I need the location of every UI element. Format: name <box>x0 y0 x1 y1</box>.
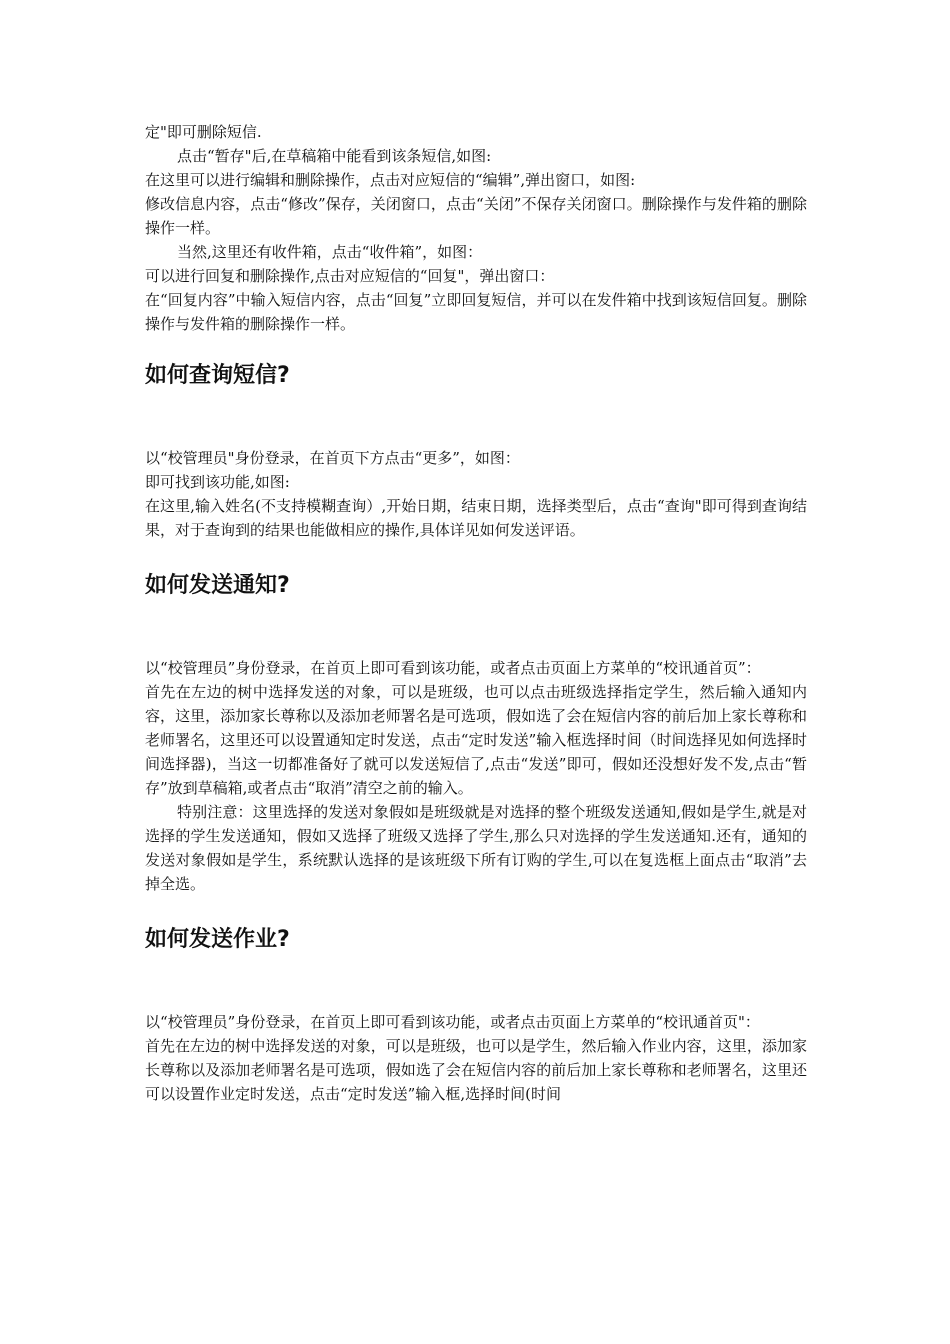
homework-paragraph-1: 以“校管理员”身份登录，在首页上即可看到该功能，或者点击页面上方菜单的“校讯通首页"： <box>145 1013 760 1031</box>
intro-paragraph-1: 定"即可删除短信. <box>145 123 262 141</box>
intro-paragraph-2: 点击“暂存"后,在草稿箱中能看到该条短信,如图: <box>177 147 492 165</box>
section-heading-send-notice: 如何发送通知? <box>145 573 290 598</box>
section-body-send-notice <box>145 656 807 896</box>
notice-paragraph-3: 特别注意：这里选择的发送对象假如是班级就是对选择的整个班级发送通知,假如是学生,就是对选择的学生发送通知，假如又选择了班级又选择了学生,那么只对选择的学生发送通知.还有，通知的发送对象假如是学生，系统默认选择的是该班级下所有订购的学生,可以在复选框上面点击“取消”去掉全选。 <box>145 803 807 893</box>
section-heading-send-homework: 如何发送作业? <box>145 927 290 952</box>
document-body <box>145 120 807 1106</box>
intro-paragraph-7: 在“回复内容”中输入短信内容，点击“回复”立即回复短信，并可以在发件箱中找到该短信回复。删除操作与发件箱的删除操作一样。 <box>145 291 807 333</box>
intro-paragraph-6: 可以进行回复和删除操作,点击对应短信的“回复"，弹出窗口： <box>145 267 555 285</box>
intro-paragraph-4: 修改信息内容，点击“修改”保存，关闭窗口，点击“关闭”不保存关闭窗口。删除操作与发件箱的删除操作一样。 <box>145 195 807 237</box>
query-paragraph-2: 即可找到该功能,如图: <box>145 473 290 491</box>
query-paragraph-3: 在这里,输入姓名(不支持模糊查询）,开始日期，结束日期，选择类型后，点击“查询"即可得到查询结果，对于查询到的结果也能做相应的操作,具体详见如何发送评语。 <box>145 497 807 539</box>
notice-paragraph-2: 首先在左边的树中选择发送的对象，可以是班级，也可以点击班级选择指定学生，然后输入通知内容，这里，添加家长尊称以及添加老师署名是可选项，假如选了会在短信内容的前后加上家长尊称和老师署名，这里还可以设置通知定时发送，点击“定时发送”输入框选择时间（时间选择见如何选择时间选择器)，当这一切都准备好了就可以发送短信了,点击“发送”即可，假如还没想好发不发,点击“暂存”放到草稿箱,或者点击“取消”清空之前的输入。 <box>145 683 807 797</box>
section-body-send-homework <box>145 1010 807 1106</box>
intro-paragraph-5: 当然,这里还有收件箱，点击“收件箱”，如图： <box>177 243 483 261</box>
notice-paragraph-1: 以“校管理员”身份登录，在首页上即可看到该功能，或者点击页面上方菜单的“校讯通首页”： <box>145 659 761 677</box>
section-heading-query-sms: 如何查询短信? <box>145 363 290 388</box>
query-paragraph-1: 以“校管理员"身份登录，在首页下方点击“更多”，如图： <box>145 449 520 467</box>
intro-paragraph-3: 在这里可以进行编辑和删除操作，点击对应短信的“编辑”,弹出窗口，如图: <box>145 171 636 189</box>
homework-paragraph-2: 首先在左边的树中选择发送的对象，可以是班级，也可以是学生，然后输入作业内容，这里，添加家长尊称以及添加老师署名是可选项，假如选了会在短信内容的前后加上家长尊称和老师署名，这里还可以设置作业定时发送，点击“定时发送”输入框,选择时间(时间 <box>145 1037 807 1103</box>
section-body-query-sms <box>145 446 807 542</box>
